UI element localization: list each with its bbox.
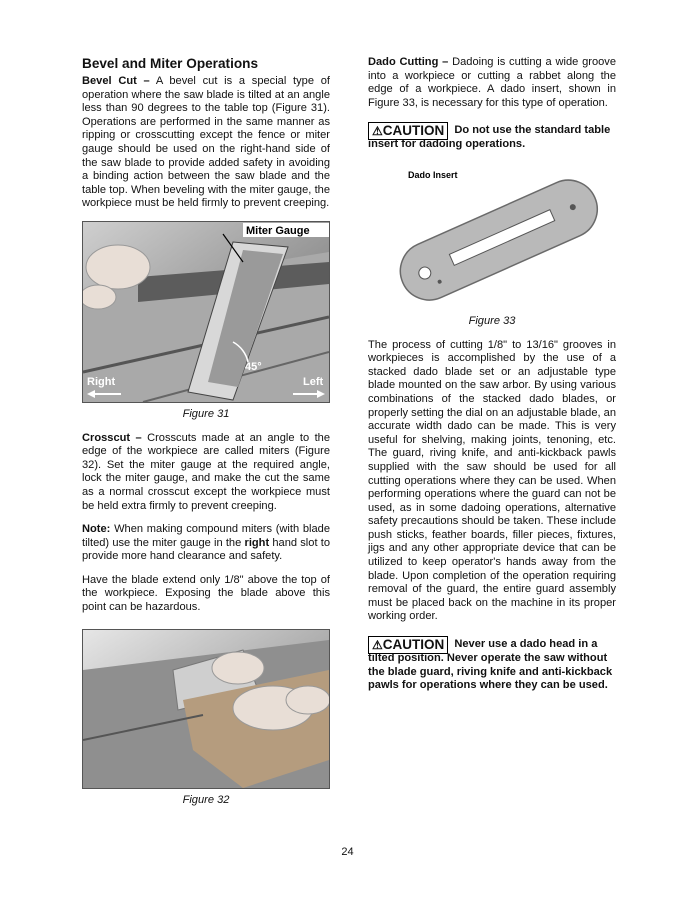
dado-cutting-paragraph [368, 56, 616, 110]
left-direction-label: Left [303, 375, 324, 388]
warning-triangle-icon: ⚠ [372, 124, 383, 139]
section-heading: Bevel and Miter Operations [82, 56, 259, 71]
figure-31-photo [82, 221, 330, 403]
caution-notice-1 [368, 120, 616, 152]
note-bold-word: right [244, 536, 270, 549]
bevel-cut-paragraph [82, 75, 330, 211]
right-direction-label: Right [87, 375, 116, 388]
warning-triangle-icon: ⚠ [372, 638, 383, 653]
bevel-cut-label: Bevel Cut – [82, 75, 150, 87]
caution-notice-2 [368, 634, 616, 693]
figure-32-caption: Figure 32 [182, 793, 230, 806]
figure-32-photo [82, 629, 330, 789]
note-text-1: When making compound miters (with blade tilted) use the miter gauge in the [82, 523, 330, 549]
page-number: 24 [341, 846, 354, 858]
caution-1-text: Do not use the standard table insert for dadoing operations. [368, 124, 611, 151]
dado-cutting-text: Dadoing is cutting a wide groove into a workpiece or cutting a rabbet along the edge of a workpiece. A dado insert, shown in Figure 33, is necessary for this type of operation. [368, 56, 616, 109]
note-text-2: hand slot to provide more hand clearance and safety. [82, 536, 330, 563]
caution-badge: ⚠CAUTION [368, 636, 448, 654]
caution-2-text: Never use a dado head in a tilted position. Never operate the saw without the blade guard, riving knife and anti-kickback pawls for operations where they can be used. [368, 638, 613, 692]
process-paragraph: The process of cutting 1/8" to 13/16" grooves in workpieces is accomplished by the use of a stacked dado blade set or an adjustable type blade mounted on the saw arbor. By using various combinations of the stacked dado blades, or properly setting the dial on an adjustable blade, an accurate width dado can be made. This is very useful for shelving, making joints, tenoning, etc. The guard, riving knife, and anti-kickback pawls supplied with the saw should be used for all cutting operations where they can be used. When performing operations where the guard can not be used, as in some dadoing operations, alternative safety precautions should be taken. These include push sticks, feather boards, filler pieces, fixtures, jigs and any other appropriate device that can be utilized to keep operator's hands away from the blade. Upon completion of the operation requiring removal of the guard, the entire guard assembly must be placed back on the machine in its proper working order. [368, 338, 616, 623]
blade-extend-paragraph: Have the blade extend only 1/8" above the top of the workpiece. Exposing the blade above this point can be hazardous. [82, 573, 330, 614]
left-column [82, 56, 330, 817]
figure-32-illustration [83, 630, 329, 788]
crosscut-paragraph [82, 432, 330, 514]
figure-33-illustration [368, 162, 616, 310]
note-label: Note: [82, 523, 111, 536]
crosscut-label: Crosscut – [82, 431, 142, 444]
caution-badge: ⚠CAUTION [368, 122, 448, 140]
right-column [368, 56, 616, 703]
dado-cutting-label: Dado Cutting – [368, 56, 449, 68]
crosscut-text: Crosscuts made at an angle to the edge of the workpiece are called miters (Figure 32). Set the miter gauge at the required angle, lock the miter gauge, and make the cut the same as a normal crosscut except the workpiece must be held extra firmly to prevent creeping. [82, 431, 330, 512]
dado-insert-label: Dado Insert [408, 169, 458, 180]
figure-33-caption: Figure 33 [468, 314, 516, 327]
figure-31-caption: Figure 31 [182, 407, 230, 420]
note-paragraph [82, 523, 330, 564]
figure-31-illustration [83, 222, 329, 402]
miter-gauge-label: Miter Gauge [246, 224, 310, 237]
bevel-cut-text: A bevel cut is a special type of operation where the saw blade is tilted at an angle less than 90 degrees to the table top (Figure 31). Operations are performed in the same manner as ripping or crosscutting except the fence or miter gauge should be used on the right-hand side of the saw blade to provide added safety in avoiding a binding action between the saw blade and the table top. When beveling with the miter gauge, the workpiece must be held firmly to prevent creeping. [82, 75, 330, 210]
angle-label: 45° [245, 360, 262, 373]
